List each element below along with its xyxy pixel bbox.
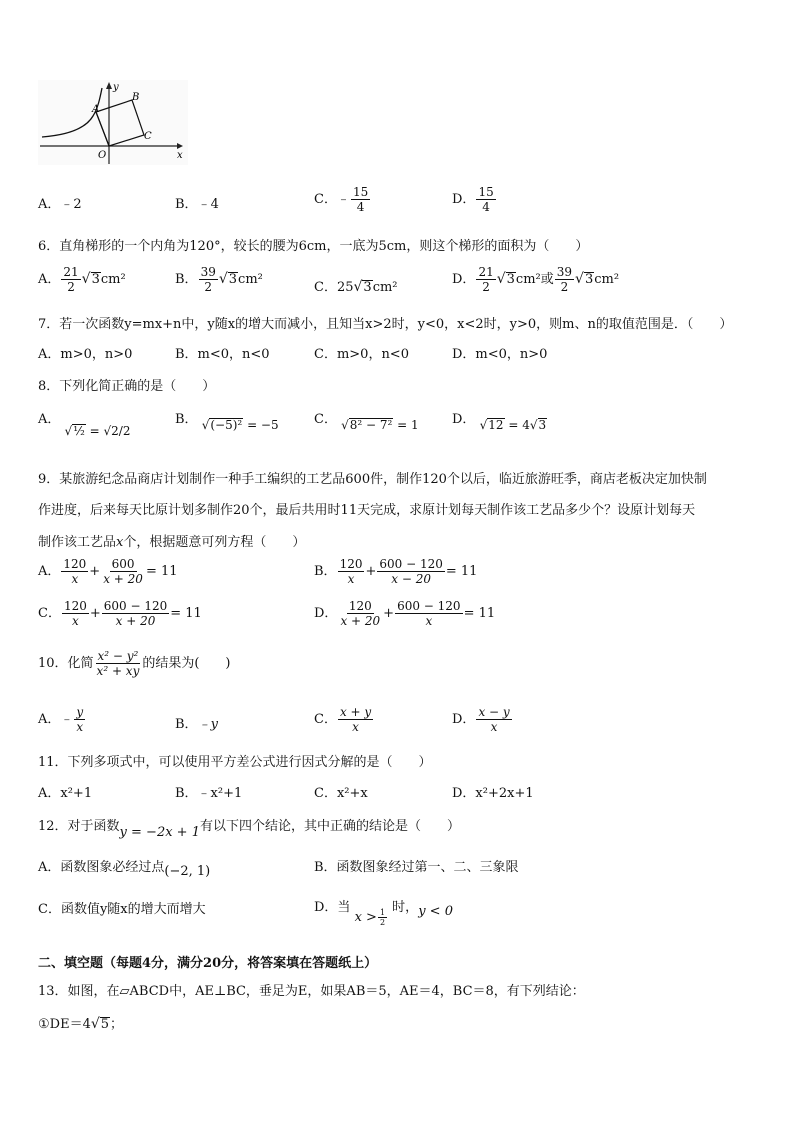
- q6-option-b[interactable]: B． $\frac{39}{2}$ √3cm²: [175, 265, 263, 294]
- q6-option-d[interactable]: D． $\frac{21}{2}$ √3cm²或 $\frac{39}{2}$ √3cm²: [452, 265, 620, 294]
- coordinate-figure: [38, 80, 188, 165]
- option-label: C．: [314, 192, 337, 207]
- option-value: ﹣4: [197, 197, 219, 212]
- q5-option-b[interactable]: [175, 193, 219, 212]
- q9-option-d[interactable]: D． $\frac{120}{x + 20}$ + $\frac{600 - 120}{x}$ = 11: [314, 599, 496, 628]
- q13-stem: 13．如图，在▱ABCD中，AE⊥BC，垂足为E，如果AB＝5，AE＝4，BC＝8，有下列结论：: [38, 984, 585, 999]
- fraction: $\frac{15}{4}$: [352, 185, 369, 214]
- label-b: B: [132, 92, 140, 103]
- q11-option-b[interactable]: B．﹣x²+1: [175, 786, 243, 801]
- q7-option-b[interactable]: B．m<0，n<0: [175, 347, 270, 362]
- q13-item-1: ①DE＝4√5；: [38, 1016, 124, 1032]
- q6-option-c[interactable]: C．25√3cm²: [314, 279, 398, 295]
- figure-svg: [38, 80, 188, 165]
- q9-line-2: 作进度，后来每天比原计划多制作20个，最后共用时11天完成，求原计划每天制作该工艺品多少个？设原计划每天: [38, 503, 696, 518]
- q9-line-3: 制作该工艺品x个，根据题意可列方程（ ）: [38, 535, 306, 550]
- q12-stem: 12．对于函数y = −2x + 1有以下四个结论，其中正确的结论是（ ）: [38, 819, 460, 840]
- option-label: B．: [175, 197, 198, 212]
- q10-option-c[interactable]: C． $\frac{x + y}{x}$: [314, 705, 372, 734]
- label-y: y: [113, 82, 119, 93]
- q12-option-d[interactable]: D．当 x > $\frac{1}{2}$ 时，y < 0: [314, 900, 453, 927]
- fraction: $\frac{15}{4}$: [478, 185, 494, 214]
- q9-option-b[interactable]: B． $\frac{120}{x}$ + $\frac{600 - 120}{x - 20}$ = 11: [314, 557, 478, 586]
- q11-option-a[interactable]: A．x²+1: [38, 786, 93, 801]
- q9-option-a[interactable]: A． $\frac{120}{x}$ + $\frac{600}{x + 20}$ = 11: [38, 557, 178, 586]
- q8-option-a[interactable]: A． √½ = √2/2: [38, 412, 131, 438]
- q6-option-a[interactable]: A． $\frac{21}{2}$ √3cm²: [38, 265, 126, 294]
- q7-option-d[interactable]: D．m<0，n>0: [452, 347, 548, 362]
- q7-option-a[interactable]: A．m>0，n>0: [38, 347, 133, 362]
- q12-option-c[interactable]: C．函数值y随x的增大而增大: [38, 902, 206, 917]
- q11-stem: 11．下列多项式中，可以使用平方差公式进行因式分解的是（ ）: [38, 755, 432, 770]
- q10-option-b[interactable]: B．﹣y: [175, 717, 218, 732]
- q9-option-c[interactable]: C． $\frac{120}{x}$ + $\frac{600 - 120}{x + 20}$ = 11: [38, 599, 202, 628]
- q8-option-d[interactable]: D． √12 = 4√3: [452, 412, 547, 432]
- q10-option-d[interactable]: D． $\frac{x - y}{x}$: [452, 705, 510, 734]
- q8-option-b[interactable]: B． √(−5)² = −5: [175, 412, 279, 432]
- q9-line-1: 9．某旅游纪念品商店计划制作一种手工编织的工艺品600件，制作120个以后，临近旅游旺季，商店老板决定加快制: [38, 472, 707, 487]
- q8-option-c[interactable]: C． √8² − 7² = 1: [314, 412, 419, 432]
- label-x: x: [177, 150, 183, 161]
- q5-option-d[interactable]: [452, 185, 497, 214]
- q7-stem: 7．若一次函数y=mx+n中，y随x的增大而减小，且知当x>2时，y<0，x<2时，y>0，则m、n的取值范围是．（ ）: [38, 317, 733, 332]
- q8-stem: 8．下列化简正确的是（ ）: [38, 379, 216, 394]
- option-sign: ﹣: [336, 192, 350, 207]
- option-value: ﹣2: [60, 197, 82, 212]
- q10-stem: 10．化简 $\frac{\text{x² − y²}}{\text{x² + xy}}$ 的结果为( ): [38, 649, 231, 678]
- q11-option-d[interactable]: D．x²+2x+1: [452, 786, 534, 801]
- q5-option-c[interactable]: [314, 185, 371, 214]
- q5-option-a[interactable]: [38, 193, 82, 212]
- option-label: A．: [38, 197, 61, 212]
- section-title: 二、填空题（每题4分，满分20分，将答案填在答题纸上）: [38, 956, 378, 971]
- label-a: A: [92, 104, 100, 115]
- q11-option-c[interactable]: C．x²+x: [314, 786, 368, 801]
- q7-option-c[interactable]: C．m>0，n<0: [314, 347, 409, 362]
- label-o: O: [98, 150, 107, 161]
- q6-stem: 6．直角梯形的一个内角为120°，较长的腰为6cm，一底为5cm，则这个梯形的面积为（ ）: [38, 239, 589, 254]
- q12-option-a[interactable]: A．函数图象必经过点(−2, 1): [38, 860, 211, 879]
- option-label: D．: [452, 192, 476, 207]
- label-c: C: [144, 131, 152, 142]
- q10-option-a[interactable]: A．﹣ $\frac{y}{x}$: [38, 705, 84, 734]
- q12-option-b[interactable]: B．函数图象经过第一、二、三象限: [314, 860, 519, 875]
